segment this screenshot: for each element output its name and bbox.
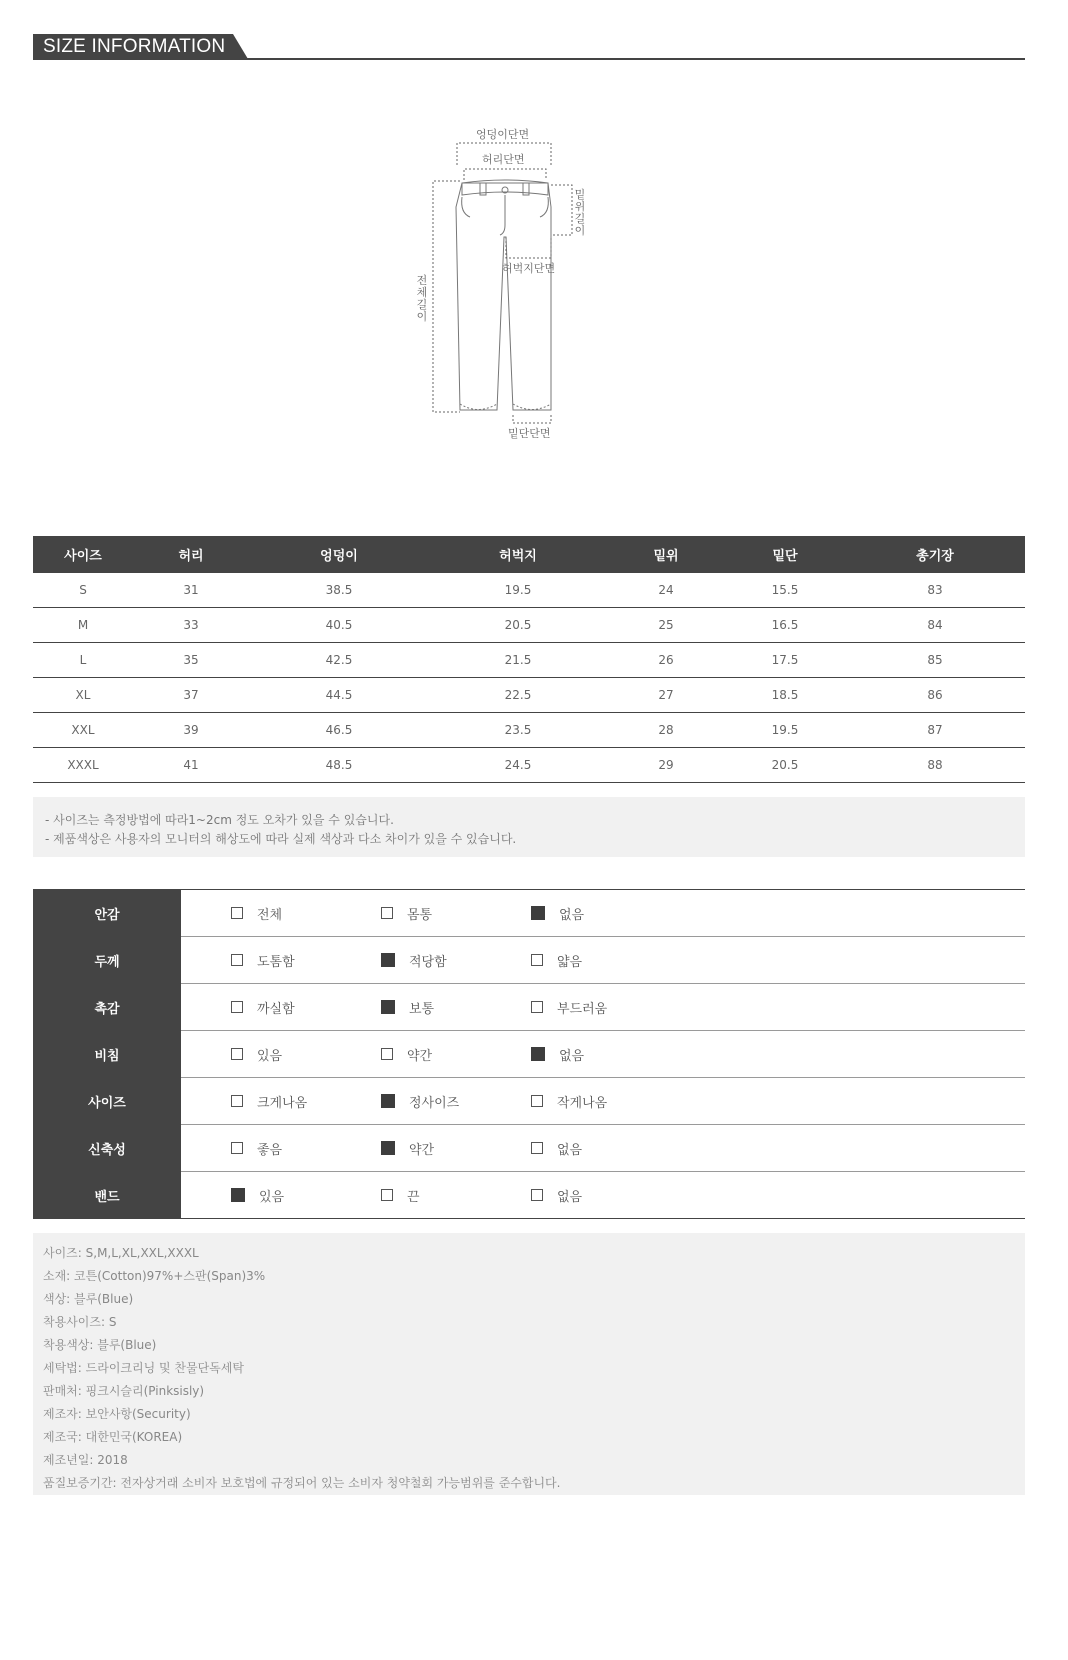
table-cell: 85 [845,643,1025,678]
option-label: 얇음 [557,954,583,970]
note-line: - 제품색상은 사용자의 모니터의 해상도에 따라 실제 색상과 다소 차이가 있을 수 있습니다. [45,832,517,846]
attribute-label: 촉감 [33,984,181,1031]
table-cell: XL [33,678,133,713]
attribute-option [531,1172,582,1218]
table-row [33,678,1025,713]
pants-measurement-diagram [416,125,620,470]
table-cell: 22.5 [429,678,607,713]
option-label: 좋음 [257,1142,283,1158]
option-label: 보통 [409,1001,435,1017]
option-label: 정사이즈 [409,1095,460,1111]
table-cell: 24 [607,573,725,608]
attribute-option [231,1172,284,1218]
checkbox-icon [381,1189,393,1201]
pants-illustration [420,125,620,470]
attribute-label: 비침 [33,1031,181,1078]
attribute-row [33,984,1025,1031]
checkbox-icon [531,1189,543,1201]
table-cell: 86 [845,678,1025,713]
table-cell: 38.5 [249,573,429,608]
table-cell: 18.5 [725,678,845,713]
checkbox-checked-icon [231,1188,245,1202]
table-cell: 25 [607,608,725,643]
checkbox-icon [531,1095,543,1107]
info-line: 착용사이즈: S [43,1315,117,1329]
table-cell: 24.5 [429,748,607,783]
size-table [33,536,1025,783]
info-line: 착용색상: 블루(Blue) [43,1338,157,1352]
attribute-label: 두께 [33,937,181,984]
product-info [33,1233,1025,1495]
info-line: 품질보증기간: 전자상거래 소비자 보호법에 규정되어 있는 소비자 청약철회 가능범위를 준수합니다. [43,1476,561,1490]
attribute-option [381,984,434,1030]
table-cell: XXXL [33,748,133,783]
table-cell: 41 [133,748,249,783]
column-header: 허벅지 [429,536,607,573]
option-label: 없음 [559,907,585,923]
table-cell: 23.5 [429,713,607,748]
label-hem: 밑단단면 [508,427,551,440]
label-thigh: 허벅지단면 [502,262,556,275]
option-label: 적당함 [409,954,447,970]
table-row [33,713,1025,748]
info-line: 제조년일: 2018 [43,1453,128,1467]
attribute-label: 사이즈 [33,1078,181,1125]
table-cell: 26 [607,643,725,678]
info-line: 제조국: 대한민국(KOREA) [43,1430,183,1444]
checkbox-icon [381,1048,393,1060]
label-total-length: 전체길이 [416,274,428,323]
checkbox-icon [231,954,243,966]
attribute-option [231,1125,282,1171]
info-line: 소재: 코튼(Cotton)97%+스판(Span)3% [43,1269,266,1283]
checkbox-icon [231,1001,243,1013]
checkbox-icon [531,1001,543,1013]
table-row [33,608,1025,643]
attribute-row [33,1125,1025,1172]
checkbox-icon [531,1142,543,1154]
checkbox-checked-icon [381,1141,395,1155]
table-cell: 33 [133,608,249,643]
attribute-option [531,1031,584,1077]
table-cell: 21.5 [429,643,607,678]
table-cell: M [33,608,133,643]
attribute-option [231,1031,282,1077]
label-waist: 허리단면 [482,153,525,166]
table-cell: 42.5 [249,643,429,678]
checkbox-checked-icon [381,1000,395,1014]
header-divider [33,58,1025,60]
info-line: 색상: 블루(Blue) [43,1292,134,1306]
checkbox-checked-icon [381,953,395,967]
checkbox-icon [531,954,543,966]
table-cell: 27 [607,678,725,713]
table-row [33,643,1025,678]
attribute-label: 신축성 [33,1125,181,1172]
table-cell: 15.5 [725,573,845,608]
option-label: 도톰함 [257,954,295,970]
table-cell: 31 [133,573,249,608]
table-cell: 17.5 [725,643,845,678]
attribute-option [381,937,447,983]
info-line: 사이즈: S,M,L,XL,XXL,XXXL [43,1246,199,1260]
section-header [33,34,1025,60]
attribute-label: 안감 [33,890,181,937]
checkbox-icon [381,907,393,919]
attribute-option [531,937,582,983]
attribute-row [33,1078,1025,1125]
table-cell: S [33,573,133,608]
attribute-row [33,937,1025,984]
attribute-option [381,890,432,936]
attribute-option [231,1078,307,1124]
column-header: 허리 [133,536,249,573]
table-cell: 20.5 [725,748,845,783]
option-label: 까실함 [257,1001,295,1017]
attribute-option [531,1078,607,1124]
attribute-option [531,890,584,936]
option-label: 약간 [409,1142,435,1158]
label-hip: 엉덩이단면 [476,128,530,141]
option-label: 부드러움 [557,1001,608,1017]
attribute-label: 밴드 [33,1172,181,1218]
table-cell: L [33,643,133,678]
table-cell: 28 [607,713,725,748]
checkbox-icon [231,1048,243,1060]
fabric-attribute-table [33,889,1025,1219]
column-header: 밑위 [607,536,725,573]
column-header: 사이즈 [33,536,133,573]
attribute-row [33,890,1025,937]
table-cell: 35 [133,643,249,678]
section-title: SIZE INFORMATION [43,36,226,57]
table-cell: 46.5 [249,713,429,748]
info-line: 제조자: 보안사항(Security) [43,1407,191,1421]
table-cell: 87 [845,713,1025,748]
attribute-option [381,1031,432,1077]
info-line: 세탁법: 드라이크리닝 및 찬물단독세탁 [43,1361,244,1375]
table-cell: 83 [845,573,1025,608]
table-cell: 84 [845,608,1025,643]
column-header: 총기장 [845,536,1025,573]
option-label: 없음 [557,1142,583,1158]
table-cell: XXL [33,713,133,748]
option-label: 몸통 [407,907,433,923]
table-cell: 19.5 [429,573,607,608]
label-rise: 밑위길이 [574,188,586,237]
table-row [33,748,1025,783]
table-cell: 48.5 [249,748,429,783]
attribute-option [381,1078,459,1124]
checkbox-icon [231,907,243,919]
option-label: 전체 [257,907,283,923]
checkbox-checked-icon [381,1094,395,1108]
attribute-option [231,984,295,1030]
option-label: 없음 [559,1048,585,1064]
table-cell: 16.5 [725,608,845,643]
attribute-option [531,984,607,1030]
table-cell: 40.5 [249,608,429,643]
option-label: 작게나옴 [557,1095,608,1111]
table-cell: 37 [133,678,249,713]
attribute-row [33,1172,1025,1219]
column-header: 엉덩이 [249,536,429,573]
checkbox-checked-icon [531,906,545,920]
size-table-header [33,536,1025,573]
option-label: 약간 [407,1048,433,1064]
option-label: 크게나옴 [257,1095,308,1111]
table-cell: 20.5 [429,608,607,643]
option-label: 있음 [257,1048,283,1064]
table-cell: 29 [607,748,725,783]
attribute-option [381,1125,434,1171]
option-label: 없음 [557,1189,583,1205]
attribute-option [231,890,282,936]
table-cell: 39 [133,713,249,748]
attribute-row [33,1031,1025,1078]
checkbox-checked-icon [531,1047,545,1061]
attribute-option [231,937,295,983]
size-notes [33,797,1025,857]
option-label: 있음 [259,1189,285,1205]
table-cell: 44.5 [249,678,429,713]
table-cell: 88 [845,748,1025,783]
attribute-option [531,1125,582,1171]
column-header: 밑단 [725,536,845,573]
option-label: 끈 [407,1189,420,1205]
checkbox-icon [231,1142,243,1154]
checkbox-icon [231,1095,243,1107]
attribute-option [381,1172,420,1218]
note-line: - 사이즈는 측정방법에 따라1~2cm 정도 오차가 있을 수 있습니다. [45,813,394,827]
table-row [33,573,1025,608]
table-cell: 19.5 [725,713,845,748]
info-line: 판매처: 핑크시슬리(Pinksisly) [43,1384,205,1398]
